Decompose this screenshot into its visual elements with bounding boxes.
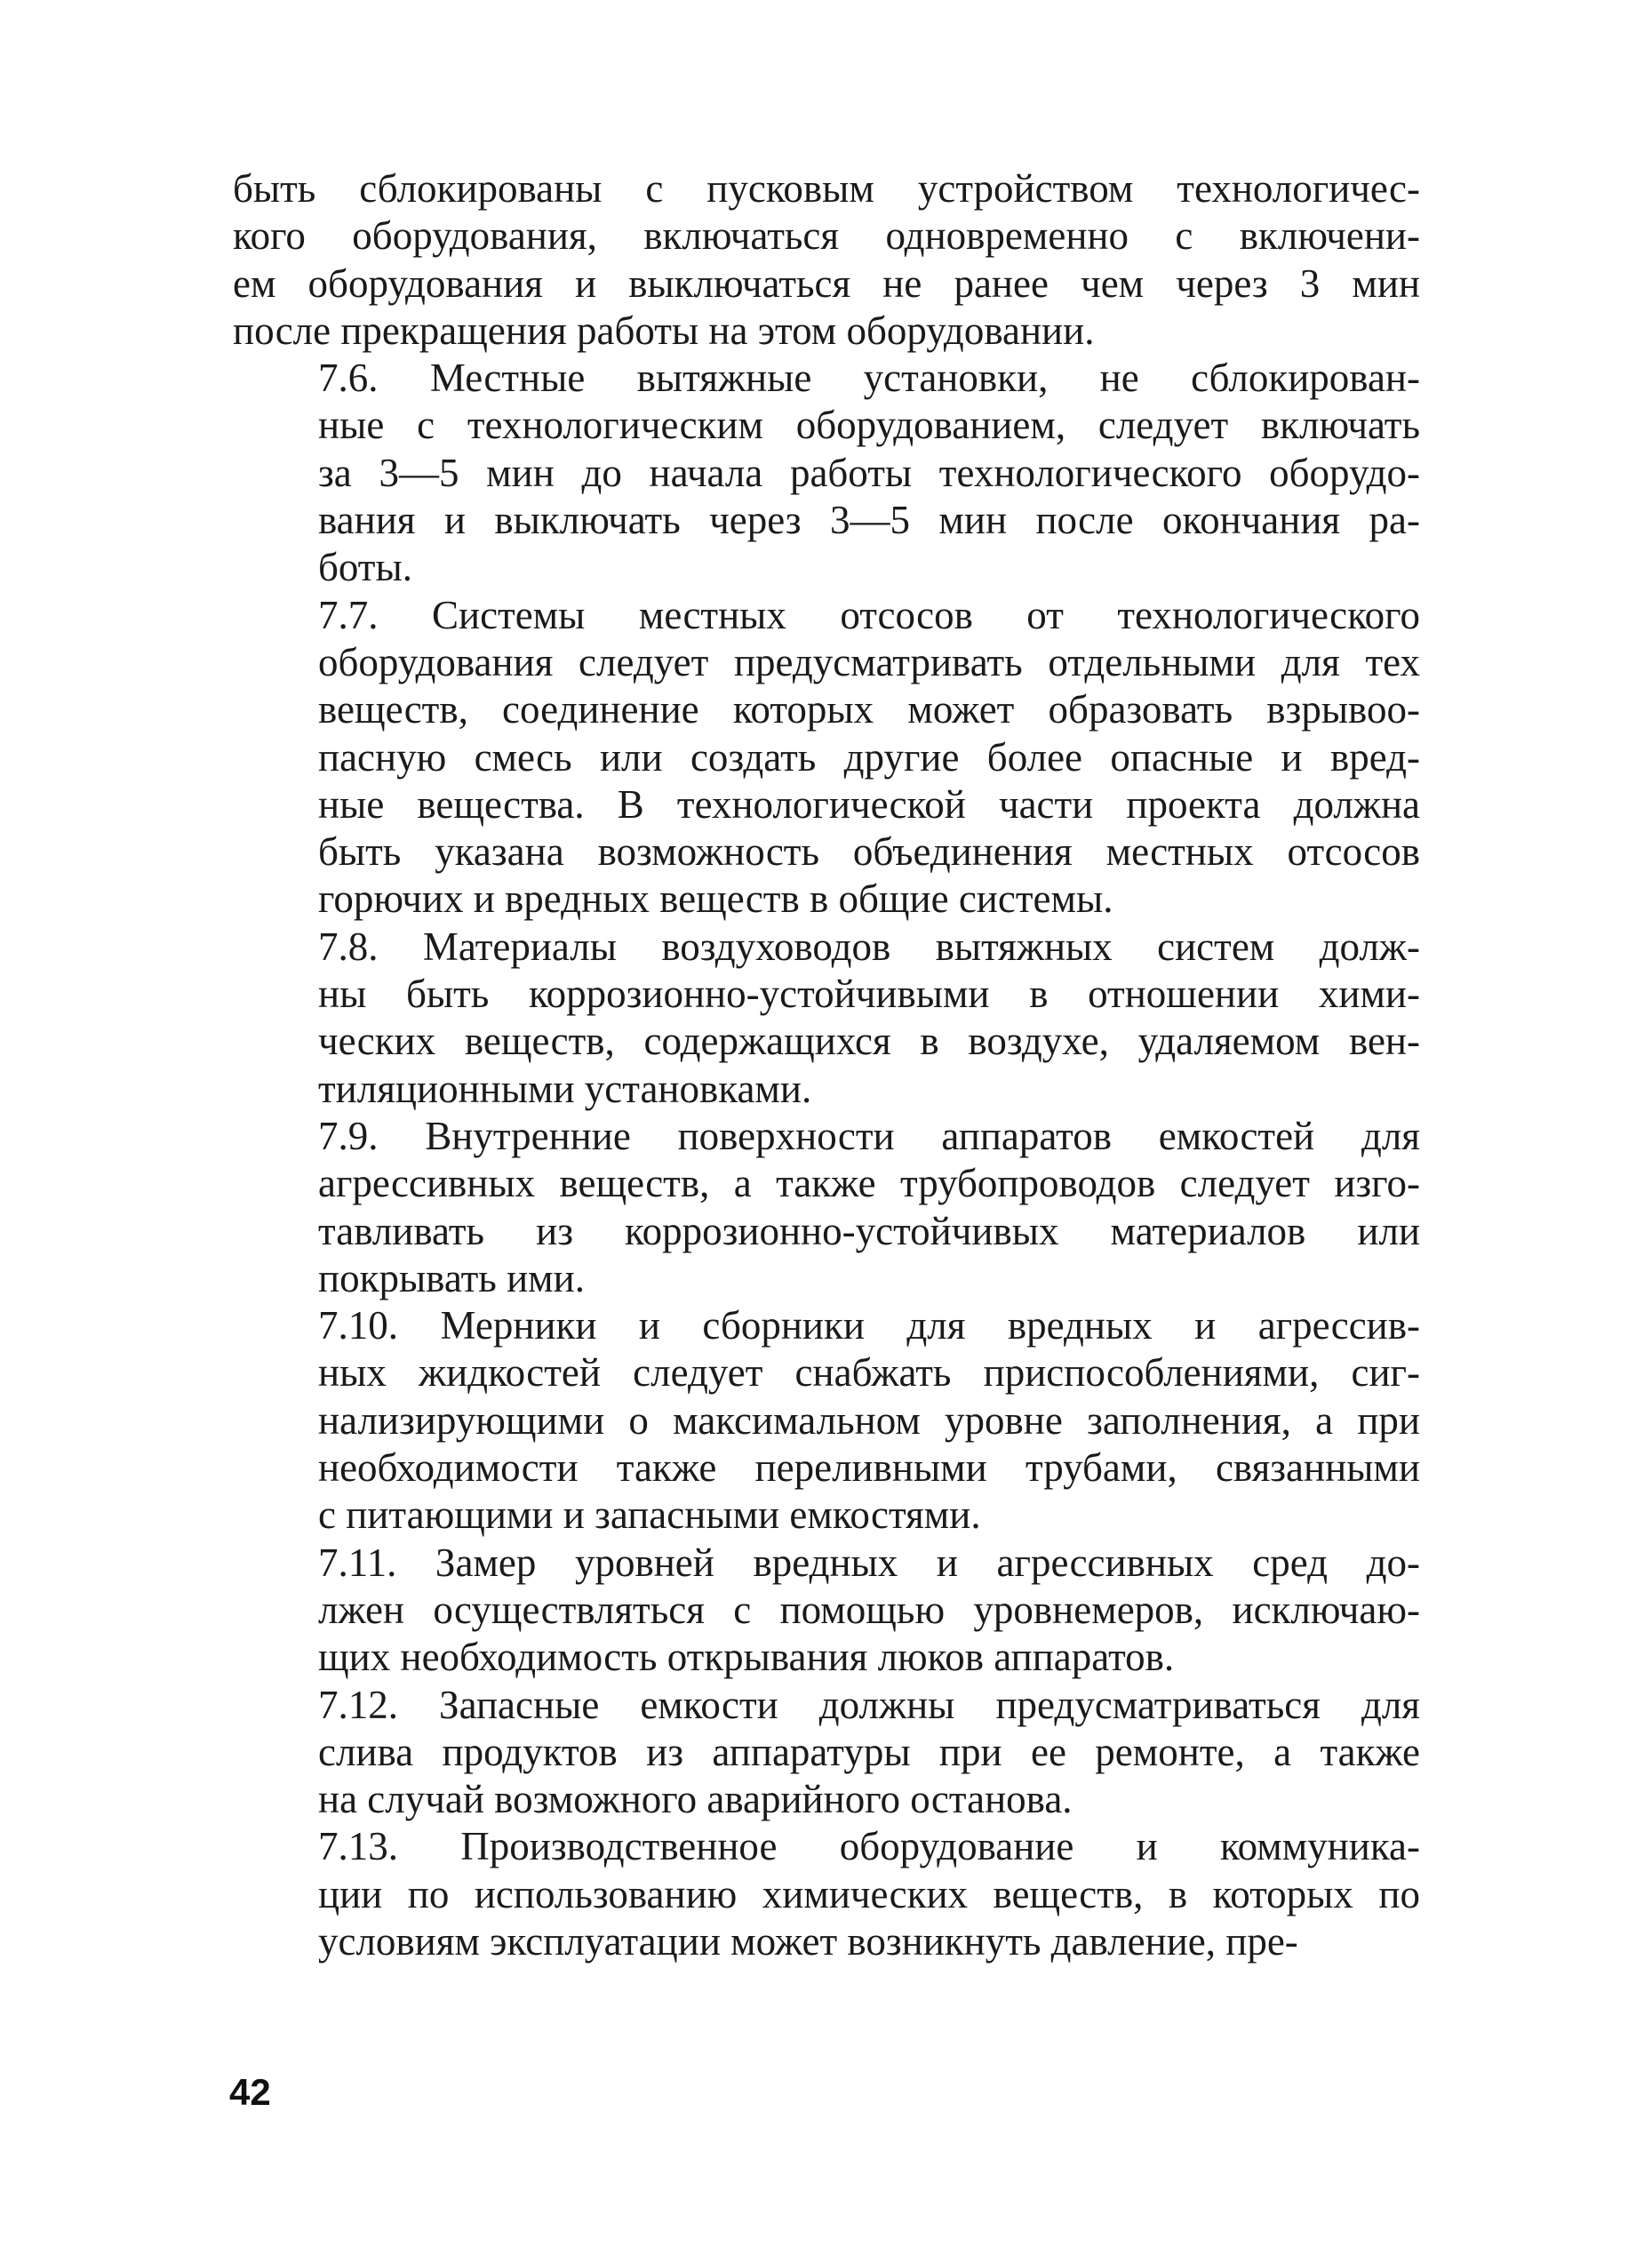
- text-line: пасную смесь или создать другие более опасные и вред-: [318, 734, 1420, 780]
- paragraph: [233, 1113, 1420, 1302]
- text-line: условиям эксплуатации может возникнуть давление, пре-: [318, 1918, 1298, 1964]
- paragraph: [233, 592, 1420, 924]
- paragraph: [233, 165, 1420, 355]
- text-line: нализирующими о максимальном уровне заполнения, а при: [318, 1397, 1420, 1443]
- document-body: [233, 165, 1420, 1965]
- paragraph: [233, 1302, 1420, 1539]
- text-line: ные вещества. В технологической части проекта должна: [318, 781, 1420, 827]
- text-line: ных жидкостей следует снабжать приспособлениями, сиг-: [318, 1350, 1420, 1396]
- paragraph: [233, 1682, 1420, 1824]
- text-line: щих необходимость открывания люков аппаратов.: [318, 1635, 1175, 1680]
- text-line: тавливать из коррозионно-устойчивых материалов или: [318, 1208, 1420, 1253]
- text-line: оборудования следует предусматривать отдельными для тех: [318, 639, 1420, 684]
- text-line: боты.: [318, 545, 412, 590]
- text-line: слива продуктов из аппаратуры при ее ремонте, а также: [318, 1729, 1420, 1774]
- text-line: быть сблокированы с пусковым устройством технологичес-: [233, 166, 1420, 211]
- text-line: ческих веществ, содержащихся в воздухе, удаляемом вен-: [318, 1019, 1420, 1064]
- text-line: веществ, соединение которых может образовать взрывоо-: [318, 687, 1420, 732]
- paragraph: [233, 355, 1420, 591]
- text-line: покрывать ими.: [318, 1255, 585, 1300]
- text-line: ции по использованию химических веществ, в которых по: [318, 1871, 1420, 1916]
- text-line: 7.8. Материалы воздуховодов вытяжных систем долж-: [318, 924, 1420, 969]
- text-line: после прекращения работы на этом оборудовании.: [233, 308, 1095, 353]
- text-line: с питающими и запасными емкостями.: [318, 1492, 981, 1538]
- page-number: 42: [229, 2071, 271, 2113]
- text-line: 7.13. Производственное оборудование и коммуника-: [318, 1824, 1420, 1869]
- text-line: агрессивных веществ, а также трубопроводов следует изго-: [318, 1161, 1420, 1206]
- text-line: лжен осуществляться с помощью уровнемеров, исключаю-: [318, 1587, 1420, 1632]
- text-line: горючих и вредных веществ в общие системы.: [318, 876, 1113, 922]
- text-line: 7.9. Внутренние поверхности аппаратов емкостей для: [318, 1113, 1420, 1158]
- text-line: кого оборудования, включаться одновременно с включени-: [233, 213, 1420, 259]
- text-line: ные с технологическим оборудованием, следует включать: [318, 403, 1420, 448]
- paragraph: [233, 1823, 1420, 1965]
- text-line: ны быть коррозионно-устойчивыми в отношении хими-: [318, 972, 1420, 1017]
- paragraph: [233, 924, 1420, 1113]
- text-line: 7.7. Системы местных отсосов от технологического: [318, 592, 1420, 637]
- text-line: 7.10. Мерники и сборники для вредных и агрессив-: [318, 1303, 1420, 1348]
- text-line: быть указана возможность объединения местных отсосов: [318, 829, 1420, 875]
- text-line: на случай возможного аварийного останова.: [318, 1777, 1073, 1822]
- paragraph: [233, 1540, 1420, 1682]
- text-line: тиляционными установками.: [318, 1066, 812, 1111]
- text-line: за 3—5 мин до начала работы технологического оборудо-: [318, 450, 1420, 495]
- text-line: 7.6. Местные вытяжные установки, не сблокирован-: [318, 356, 1420, 401]
- text-line: вания и выключать через 3—5 мин после окончания ра-: [318, 498, 1420, 543]
- text-line: ем оборудования и выключаться не ранее чем через 3 мин: [233, 260, 1420, 306]
- text-line: 7.12. Запасные емкости должны предусматриваться для: [318, 1682, 1420, 1727]
- text-line: 7.11. Замер уровней вредных и агрессивных сред до-: [318, 1540, 1420, 1585]
- text-line: необходимости также переливными трубами, связанными: [318, 1445, 1420, 1491]
